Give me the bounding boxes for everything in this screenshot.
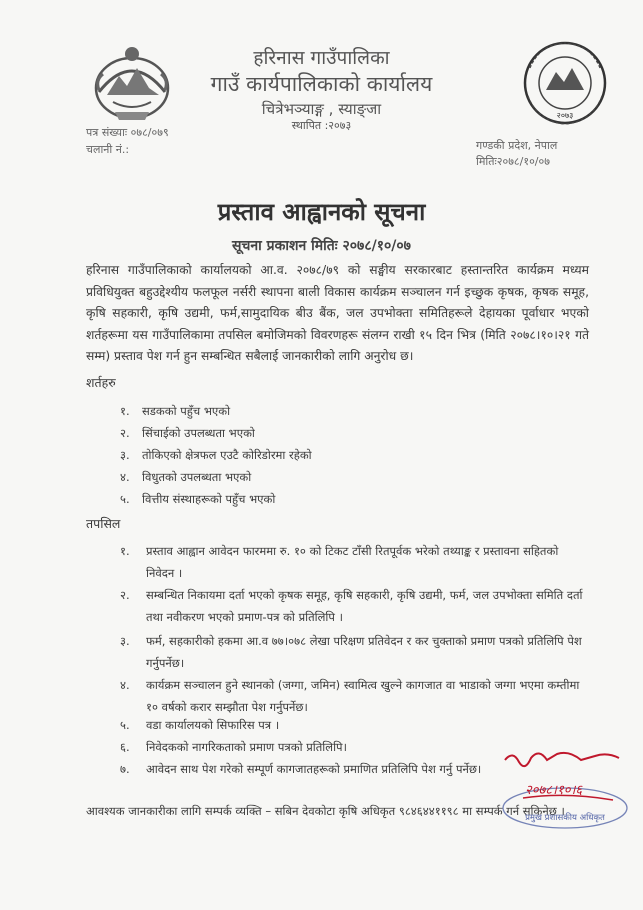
condition-number: २.	[120, 426, 130, 440]
notice-title: प्रस्ताव आह्वानको सूचना	[217, 198, 426, 226]
conditions-heading: शर्तहरु	[86, 375, 116, 390]
tapsil-text: फर्म, सहकारीको हकमा आ.व ७७।०७८ लेखा परिक्षण प्रतिवेदन र कर चुक्ताको प्रमाण पत्रको प्रतिलिपि पेश गर्नुपर्नेछ।	[146, 634, 582, 670]
condition-item	[120, 404, 560, 419]
contact-paragraph: आवश्यक जानकारीका लागि सम्पर्क व्यक्ति – सबिन देवकोटा कृषि अधिकृत ९८४६४४११९८ मा सम्पर्क गर्न सकिनेछ ।	[86, 804, 565, 818]
tapsil-item	[120, 584, 590, 628]
tapsil-text: प्रस्ताव आह्वान आवेदन फारममा रु. १० को टिकट टाँसी रितपूर्वक भरेको तथ्याङ्क र प्रस्तावना सहितको निवेदन ।	[146, 544, 559, 580]
tapsil-number: ६.	[120, 740, 130, 754]
condition-number: ३.	[120, 448, 130, 462]
tapsil-text: निवेदकको नागरिकताको प्रमाण पत्रको प्रतिलिपि।	[146, 740, 347, 754]
tapsil-text: आवेदन साथ पेश गरेको सम्पूर्ण कागजातहरूको प्रमाणित प्रतिलिपि पेश गर्नु पर्नेछ।	[146, 762, 482, 776]
condition-text: सडकको पहुँच भएको	[142, 404, 231, 418]
condition-number: १.	[120, 404, 130, 418]
intro-paragraph: हरिनास गाउँपालिकाको कार्यालयको आ.व. २०७८/७९ को सङ्घीय सरकारबाट हस्तान्तरित कार्यक्रम मध्यम प्रविधियुक्त बहुउद्देश्यीय फलफूल नर्सरी स्थापना बाली विकास कार्यक्रम सञ्चालन गर्न इच्छुक कृषक, कृषक समूह, कृषि सहकारी, कृषि उद्यमी, फर्म,सामुदायिक बीउ बैंक, जल उपभोक्ता समितिहरूले देहायका पूर्वाधार भएको शर्तहरूमा यस गाउँपालिकामा तपसिल बमोजिमको विवरणहरू संलग्न राखी १५ दिन भित्र (मिति २०७८।१०।२१ गते सम्म) प्रस्ताव पेश गर्न हुन सम्बन्धित सबैलाई जानकारीको लागि अनुरोध छ।	[86, 263, 589, 363]
condition-number: ५.	[120, 492, 130, 506]
letter-number: पत्र संख्याः ०७८/०७९	[86, 126, 169, 139]
tapsil-number: ५.	[120, 718, 130, 732]
tapsil-text: सम्बन्धित निकायमा दर्ता भएको कृषक समूह, कृषि सहकारी, कृषि उद्यमी, फर्म, जल उपभोक्ता समिति दर्ता तथा नवीकरण भएको प्रमाण-पत्र को प्रतिलिपि ।	[146, 588, 583, 624]
publish-date: सूचना प्रकाशन मितिः २०७८/१०/०७	[232, 238, 411, 254]
org-name-line2: गाउँ कार्यपालिकाको कार्यालय	[210, 72, 433, 96]
stamp-text: प्रमुख प्रशासकीय अधिकृत	[525, 813, 605, 823]
tapsil-item	[120, 630, 590, 674]
tapsil-item	[120, 714, 590, 736]
condition-text: सिंचाईको उपलब्धता भएको	[142, 426, 255, 440]
tapsil-item	[120, 540, 590, 584]
tapsil-number: १.	[120, 544, 130, 558]
dispatch-number: चलानी नं.:	[86, 143, 130, 156]
signature-stamp-icon	[495, 746, 630, 836]
tapsil-number: ४.	[120, 678, 130, 692]
condition-text: विधुतको उपलब्धता भएको	[142, 470, 252, 484]
tapsil-item	[120, 674, 590, 718]
tapsil-number: ३.	[120, 634, 130, 648]
tapsil-number: २.	[120, 588, 130, 602]
tapsil-number: ७.	[120, 762, 130, 776]
condition-item	[120, 492, 560, 507]
tapsil-text: वडा कार्यालयको सिफारिस पत्र ।	[146, 718, 280, 732]
condition-item	[120, 470, 560, 485]
org-name-line1: हरिनास गाउँपालिका	[253, 47, 390, 69]
org-address: चित्रेभञ्याङ्ग , स्याङ्जा	[261, 100, 382, 118]
tapsil-heading: तपसिल	[86, 516, 121, 531]
letter-date: मितिः२०७८/१०/०७	[476, 155, 550, 168]
tapsil-text: कार्यक्रम सञ्चालन हुने स्थानको (जग्गा, जमिन) स्वामित्व खुल्ने कागजात वा भाडाको जग्गा भएमा कम्तीमा १० वर्षको करार सम्झौता पेश गर्नुपर्नेछ।	[146, 678, 580, 714]
province-label: गण्डकी प्रदेश, नेपाल	[476, 139, 558, 152]
condition-item	[120, 448, 560, 463]
org-established: स्थापित :२०७३	[291, 119, 352, 132]
signature-date: २०७८।१०।६	[525, 783, 583, 798]
condition-text: वित्तीय संस्थाहरूको पहुँच भएको	[142, 492, 276, 506]
condition-number: ४.	[120, 470, 130, 484]
tapsil-item	[120, 758, 500, 780]
condition-item	[120, 426, 560, 441]
emblem-year: २०७३	[556, 111, 574, 120]
condition-text: तोकिएको क्षेत्रफल एउटै कोरिडोरमा रहेको	[142, 448, 312, 462]
